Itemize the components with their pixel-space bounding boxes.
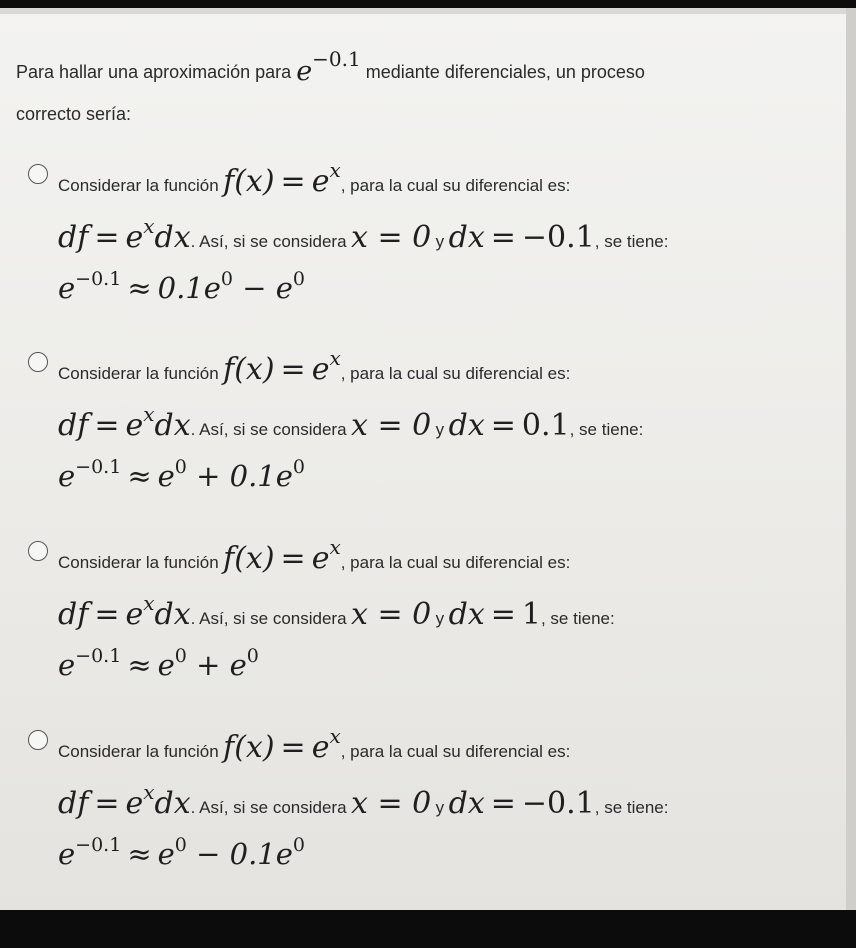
answer-option[interactable]	[28, 535, 828, 685]
equals-sign: =	[94, 786, 120, 821]
option-line-function	[58, 158, 570, 199]
df-label: df	[58, 408, 89, 443]
and-word: y	[435, 798, 445, 817]
df-dx: dx	[154, 220, 191, 255]
x-value: x = 0	[351, 220, 432, 255]
df-power: x	[143, 214, 155, 238]
rhs-term: e	[157, 837, 175, 871]
question-exponent: −0.1	[312, 47, 361, 71]
df-dx: dx	[154, 597, 191, 632]
rhs-exponent: 0	[292, 834, 306, 856]
rhs-term: e	[157, 459, 175, 493]
approx-sign: ≈	[127, 271, 152, 305]
exp-base: e	[311, 352, 330, 387]
lhs-exponent: −0.1	[75, 456, 122, 478]
x-value: x = 0	[351, 786, 432, 821]
se-tiene-text: , se tiene:	[540, 609, 615, 628]
option-line-approximation	[58, 834, 305, 871]
exp-power: x	[329, 158, 341, 182]
dx-value: 1	[521, 597, 541, 632]
df-label: df	[58, 597, 89, 632]
lhs-base: e	[58, 837, 76, 871]
lhs-base: e	[58, 648, 76, 682]
fx-label: f(x)	[223, 164, 275, 199]
question-suffix: mediante diferenciales, un proceso	[365, 62, 645, 82]
df-power: x	[143, 591, 155, 615]
dx-label: dx	[448, 408, 485, 443]
se-tiene-text: , se tiene:	[569, 420, 644, 439]
differential-formula	[58, 214, 191, 255]
rhs-term: − e	[233, 271, 293, 305]
approximation-formula	[58, 834, 306, 871]
after-function-text: , para la cual su diferencial es:	[340, 742, 571, 761]
lhs-exponent: −0.1	[75, 645, 122, 667]
equals-sign: =	[280, 541, 306, 576]
option-line-approximation	[58, 456, 305, 493]
se-tiene-text: , se tiene:	[594, 232, 669, 251]
option-line-differential	[58, 214, 668, 255]
answer-option[interactable]	[28, 346, 828, 496]
x-value: x = 0	[351, 597, 432, 632]
function-intro-text: Considerar la función	[58, 176, 219, 195]
dx-assignment	[449, 408, 570, 443]
lhs-base: e	[58, 271, 76, 305]
lhs-exponent: −0.1	[75, 834, 122, 856]
considering-text: Así, si se considera	[199, 420, 347, 439]
and-word: y	[435, 232, 445, 251]
option-line-approximation	[58, 268, 305, 305]
question-text	[16, 38, 816, 135]
dx-label: dx	[448, 786, 485, 821]
function-formula	[223, 346, 341, 387]
and-word: y	[435, 420, 445, 439]
considering-text: Así, si se considera	[199, 798, 347, 817]
rhs-exponent: 0	[292, 268, 306, 290]
function-intro-text: Considerar la función	[58, 364, 219, 383]
function-formula	[223, 158, 341, 199]
fx-label: f(x)	[223, 541, 275, 576]
radio-button[interactable]	[28, 541, 48, 561]
dx-label: dx	[448, 597, 485, 632]
exp-power: x	[329, 724, 341, 748]
after-function-text: , para la cual su diferencial es:	[340, 364, 571, 383]
approx-sign: ≈	[127, 837, 152, 871]
equals-sign: =	[490, 597, 516, 632]
dx-value: −0.1	[521, 220, 595, 255]
period: .	[190, 609, 200, 628]
function-formula	[223, 535, 341, 576]
radio-button[interactable]	[28, 164, 48, 184]
rhs-exponent: 0	[174, 456, 187, 478]
equals-sign: =	[94, 408, 120, 443]
option-line-function	[58, 724, 570, 765]
exp-base: e	[311, 541, 330, 576]
period: .	[190, 798, 200, 817]
rhs-term: 0.1e	[157, 271, 221, 305]
rhs-exponent: 0	[174, 645, 187, 667]
rhs-term: + e	[186, 648, 247, 682]
df-dx: dx	[154, 786, 191, 821]
fx-label: f(x)	[223, 730, 275, 765]
lhs-base: e	[58, 459, 76, 493]
rhs-term: + 0.1e	[186, 459, 293, 493]
option-line-function	[58, 346, 570, 387]
considering-text: Así, si se considera	[199, 232, 347, 251]
approximation-formula	[58, 456, 306, 493]
exp-power: x	[329, 346, 341, 370]
approx-sign: ≈	[127, 459, 152, 493]
function-formula	[223, 724, 341, 765]
differential-formula	[58, 591, 191, 632]
equals-sign: =	[280, 352, 306, 387]
df-base: e	[125, 786, 144, 821]
differential-formula	[58, 402, 191, 443]
and-word: y	[435, 609, 445, 628]
equals-sign: =	[280, 730, 306, 765]
radio-button[interactable]	[28, 352, 48, 372]
rhs-term: e	[157, 648, 175, 682]
after-function-text: , para la cual su diferencial es:	[340, 553, 571, 572]
equals-sign: =	[94, 220, 120, 255]
function-intro-text: Considerar la función	[58, 553, 219, 572]
period: .	[190, 420, 200, 439]
question-line2: correcto sería:	[16, 104, 132, 124]
df-power: x	[143, 402, 155, 426]
rhs-exponent: 0	[292, 456, 306, 478]
approximation-formula	[58, 268, 306, 305]
option-line-differential	[58, 780, 668, 821]
approx-sign: ≈	[127, 648, 152, 682]
quiz-screen	[0, 8, 856, 910]
exp-base: e	[311, 730, 330, 765]
answer-option[interactable]	[28, 724, 828, 874]
dx-label: dx	[448, 220, 485, 255]
after-function-text: , para la cual su diferencial es:	[340, 176, 571, 195]
df-label: df	[58, 786, 89, 821]
lhs-exponent: −0.1	[75, 268, 122, 290]
top-edge	[0, 8, 856, 14]
equals-sign: =	[490, 408, 516, 443]
period: .	[190, 232, 200, 251]
exp-power: x	[329, 535, 341, 559]
approximation-formula	[58, 645, 259, 682]
option-line-differential	[58, 591, 615, 632]
dx-assignment	[449, 597, 541, 632]
dx-assignment	[449, 786, 595, 821]
rhs-term: − 0.1e	[186, 837, 293, 871]
x-value: x = 0	[351, 408, 432, 443]
df-base: e	[125, 408, 144, 443]
function-intro-text: Considerar la función	[58, 742, 219, 761]
df-base: e	[125, 597, 144, 632]
equals-sign: =	[490, 786, 516, 821]
option-line-differential	[58, 402, 643, 443]
rhs-exponent: 0	[246, 645, 259, 667]
question-math	[296, 47, 361, 87]
answer-option[interactable]	[28, 158, 828, 308]
question-base: e	[296, 56, 313, 87]
dx-assignment	[449, 220, 595, 255]
option-line-approximation	[58, 645, 259, 682]
dx-value: −0.1	[521, 786, 595, 821]
df-power: x	[143, 780, 155, 804]
scroll-edge	[846, 8, 856, 910]
considering-text: Así, si se considera	[199, 609, 347, 628]
radio-button[interactable]	[28, 730, 48, 750]
rhs-exponent: 0	[220, 268, 234, 290]
se-tiene-text: , se tiene:	[594, 798, 669, 817]
equals-sign: =	[280, 164, 306, 199]
equals-sign: =	[94, 597, 120, 632]
dx-value: 0.1	[521, 408, 570, 443]
df-base: e	[125, 220, 144, 255]
df-label: df	[58, 220, 89, 255]
equals-sign: =	[490, 220, 516, 255]
option-line-function	[58, 535, 570, 576]
fx-label: f(x)	[223, 352, 275, 387]
rhs-exponent: 0	[174, 834, 187, 856]
exp-base: e	[311, 164, 330, 199]
df-dx: dx	[154, 408, 191, 443]
question-prefix: Para hallar una aproximación para	[16, 62, 292, 82]
differential-formula	[58, 780, 191, 821]
